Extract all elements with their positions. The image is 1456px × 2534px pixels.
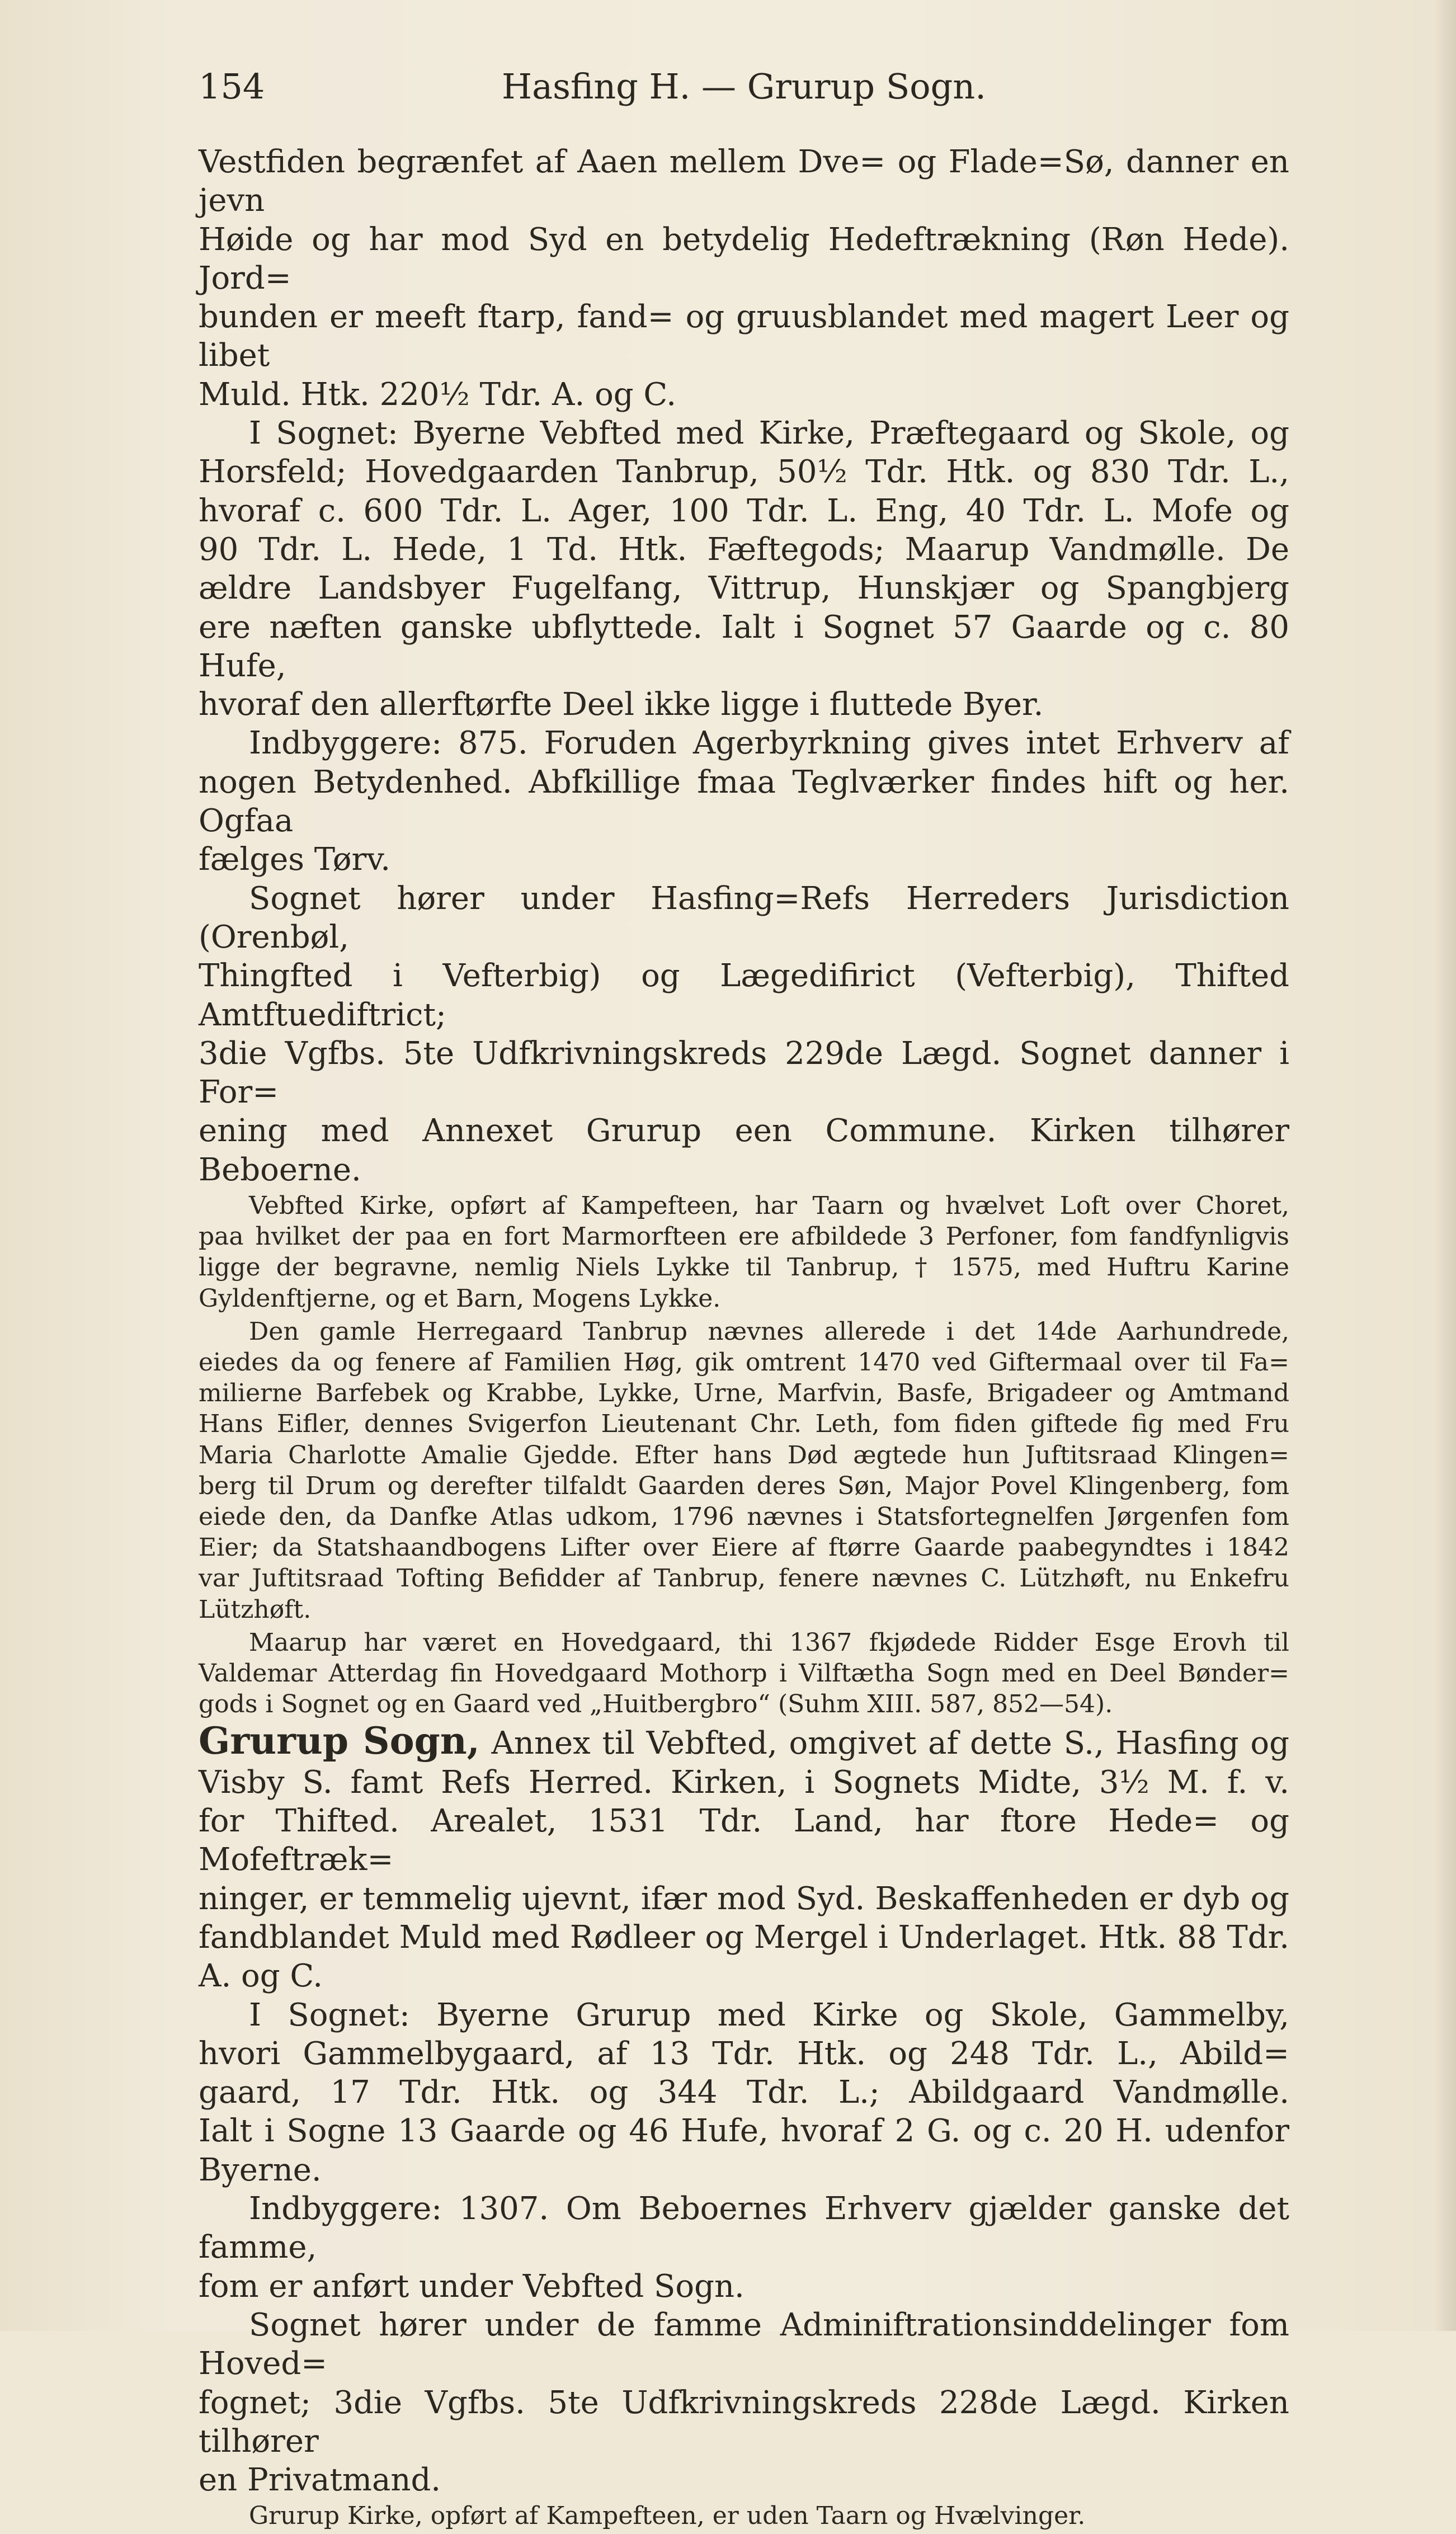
text-line: Indbyggere: 875. Foruden Agerbyrkning gives intet Erhverv af [249,725,1289,762]
text-line: var Juftitsraad Tofting Befidder af Tanbrup, fenere nævnes C. Lützhøft, nu Enkefru [199,1564,1289,1593]
text-line: eiede den, da Danfke Atlas udkom, 1796 nævnes i Statsfortegnelfen Jørgenfen fom [199,1502,1289,1532]
page-edge-shadow [1434,0,1456,2331]
text-line: for Thifted. Arealet, 1531 Tdr. Land, har ftore Hede= og Mofeftræk= [199,1803,1289,1878]
text-line: milierne Barfebek og Krabbe, Lykke, Urne, Marfvin, Basfe, Brigadeer og Amtmand [199,1379,1289,1408]
text-line: hvori Gammelbygaard, af 13 Tdr. Htk. og 248 Tdr. L., Abild= [199,2035,1289,2072]
text-line: gaard, 17 Tdr. Htk. og 344 Tdr. L.; Abildgaard Vandmølle. [199,2074,1289,2111]
paragraph-jurisdiction [199,879,1289,1189]
text-line: ninger, er temmelig ujevnt, ifær mod Syd. Beskaffenheden er dyb og [199,1880,1289,1917]
paragraph-continuation [199,143,1289,414]
text-line: Sognet hører under de famme Adminiftrationsinddelinger fom Hoved= [199,2306,1289,2382]
running-title: Hasfing H. — Grurup Sogn. [502,66,986,107]
text-line: Maria Charlotte Amalie Gjedde. Efter hans Død ægtede hun Juftitsraad Klingen= [199,1440,1289,1469]
text-line: berg til Drum og derefter tilfaldt Gaarden deres Søn, Major Povel Klingenberg, fom [199,1471,1289,1500]
text-line: Muld. Htk. 220½ Tdr. A. og C. [199,376,677,413]
paragraph-grurup-sognet [199,1996,1289,2189]
text-line: ligge der begravne, nemlig Niels Lykke til Tanbrup, † 1575, med Huftru Karine [199,1253,1289,1282]
text-line: Hans Eifler, dennes Svigerfon Lieutenant Chr. Leth, fom fiden giftede fig med Fru [199,1410,1289,1439]
note-maarup [199,1627,1289,1720]
text-line: fandblandet Muld med Rødleer og Mergel i Underlaget. Htk. 88 Tdr. [199,1919,1289,1956]
text-line: paa hvilket der paa en fort Marmorfteen ere afbildede 3 Perfoner, fom fandfynligvis [199,1222,1289,1251]
text-line: fom er anført under Vebfted Sogn. [199,2268,745,2305]
text-line: 90 Tdr. L. Hede, 1 Td. Htk. Fæftegods; Maarup Vandmølle. De [199,531,1289,568]
text-line: I Sognet: Byerne Grurup med Kirke og Skole, Gammelby, [249,1996,1289,2033]
text-line: Valdemar Atterdag fin Hovedgaard Mothorp i Vilftætha Sogn med en Deel Bønder= [199,1659,1289,1688]
note-herregaard [199,1316,1289,1625]
text-line: eiedes da og fenere af Familien Høg, gik omtrent 1470 ved Giftermaal over til Fa= [199,1348,1289,1377]
text-line: A. og C. [199,1958,323,1995]
text-line: Høide og har mod Syd en betydelig Hedeftrækning (Røn Hede). Jord= [199,221,1289,296]
text-line: Grurup Kirke, opført af Kampefteen, er uden Taarn og Hvælvinger. [249,2502,1086,2531]
page-body [199,143,1289,2534]
text-line: gods i Sognet og en Gaard ved „Huitbergbro“ (Suhm XIII. 587, 852—54). [199,1690,1113,1719]
text-line: ening med Annexet Grurup een Commune. Kirken tilhører Beboerne. [199,1113,1289,1188]
section-grurup-sogn [199,1719,1289,1995]
text-line: Den gamle Herregaard Tanbrup nævnes allerede i det 14de Aarhundrede, [249,1317,1289,1346]
section-heading: Grurup Sogn, [199,1719,480,1763]
text-line: 3die Vgfbs. 5te Udfkrivningskreds 229de Lægd. Sognet danner i For= [199,1035,1289,1111]
text-line: bunden er meeft ftarp, fand= og gruusblandet med magert Leer og libet [199,299,1289,374]
text-line: Vestfiden begrænfet af Aaen mellem Dve= og Flade=Sø, danner en jevn [199,144,1289,219]
paragraph-indbyggere [199,724,1289,879]
text-line: fælges Tørv. [199,841,391,878]
text-line: Horsfeld; Hovedgaarden Tanbrup, 50½ Tdr. Htk. og 830 Tdr. L., [199,454,1289,491]
note-grurup-kirke [199,2500,1289,2531]
text-line: ere næften ganske ubflyttede. Ialt i Sognet 57 Gaarde og c. 80 Hufe, [199,609,1289,684]
text-line: fognet; 3die Vgfbs. 5te Udfkrivningskreds 228de Lægd. Kirken tilhører [199,2384,1289,2460]
text-line: Thingfted i Vefterbig) og Lægedifirict (Vefterbig), Thifted Amtftuediftrict; [199,958,1289,1033]
text-line: en Privatmand. [199,2462,441,2499]
text-line: Gyldenftjerne, og et Barn, Mogens Lykke. [199,1284,721,1313]
page-header [199,62,1289,112]
text-line: hvoraf den allerftørfte Deel ikke ligge i fluttede Byer. [199,686,1044,723]
note-kirke [199,1190,1289,1314]
text-line: Sognet hører under Hasfing=Refs Herreders Jurisdiction (Orenbøl, [199,880,1289,955]
text-line: Lützhøft. [199,1595,312,1624]
text-line: Maarup har været en Hovedgaard, thi 1367 fkjødede Ridder Esge Erovh til [249,1628,1289,1657]
text-line: Indbyggere: 1307. Om Beboernes Erhverv gjælder ganske det famme, [199,2191,1289,2266]
text-line: Eier; da Statshaandbogens Lifter over Eiere af ftørre Gaarde paabegyndtes i 1842 [199,1533,1289,1562]
paragraph-sognet [199,414,1289,724]
text-line [199,1719,1289,1763]
text-line: Byerne. [199,2151,322,2188]
text-line: Vebfted Kirke, opført af Kampefteen, har Taarn og hvælvet Loft over Choret, [249,1191,1289,1221]
text-line: Visby S. famt Refs Herred. Kirken, i Sognets Midte, 3½ M. f. v. [199,1764,1289,1801]
paragraph-grurup-jurisdiction [199,2306,1289,2499]
text-line: nogen Betydenhed. Abfkillige fmaa Teglværker findes hift og her. Ogfaa [199,764,1289,840]
paragraph-grurup-indbyggere [199,2189,1289,2306]
text-line: Ialt i Sogne 13 Gaarde og 46 Hufe, hvoraf 2 G. og c. 20 H. udenfor [199,2113,1289,2150]
text-line: I Sognet: Byerne Vebfted med Kirke, Præftegaard og Skole, og [249,415,1289,452]
page-number: 154 [199,66,265,107]
text-line: hvoraf c. 600 Tdr. L. Ager, 100 Tdr. L. Eng, 40 Tdr. L. Mofe og [199,492,1289,529]
text-line: ældre Landsbyer Fugelfang, Vittrup, Hunskjær og Spangbjerg [199,570,1289,607]
text-span: Annex til Vebfted, omgivet af dette S., Hasfing og [491,1725,1289,1762]
